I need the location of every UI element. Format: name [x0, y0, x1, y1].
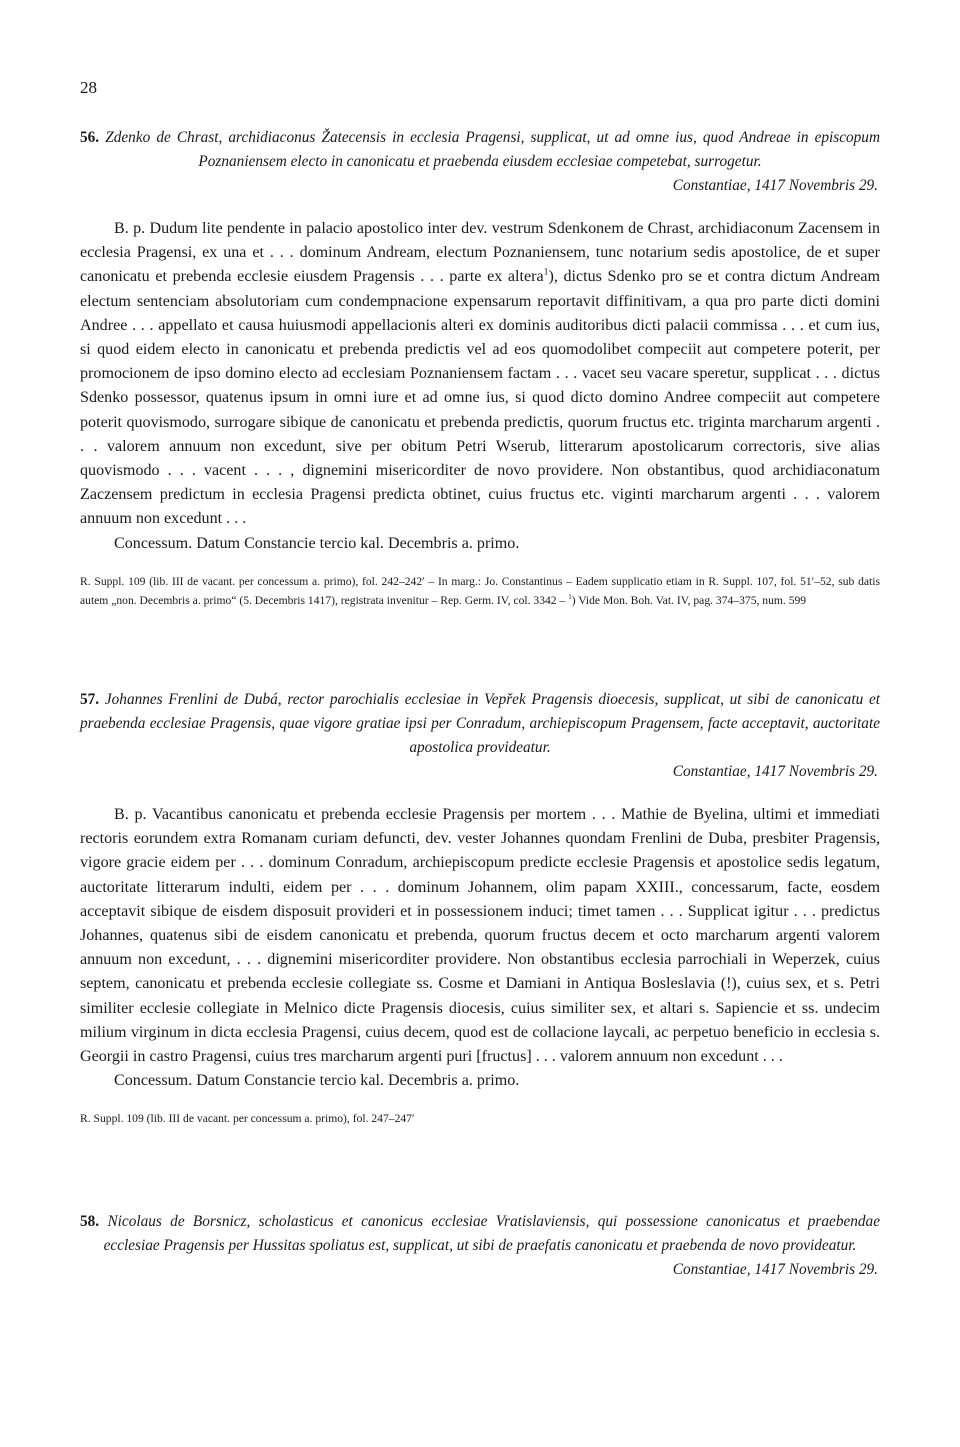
entry-date: Constantiae, 1417 Novembris 29.	[672, 177, 878, 194]
note-part-1: R. Suppl. 109 (lib. III de vacant. per concessum a. primo), fol. 242–242′ – In marg.: Jo. Constantinus – Eadem supplicatio etiam in R. Suppl. 107, fol. 51′–52, sub datis autem „non. Decembris a. primo“ (5. Decembris 1417), registrata invenitur – Rep. Germ. IV, col. 3342 –	[80, 574, 880, 608]
entry-heading-text: Johannes Frenlini de Dubá, rector parochialis ecclesiae in Vepřek Pragensis dioecesis, supplicat, ut sibi de canonicatu et praebenda ecclesiae Pragensis, quae vigore gratiae ipsi per Conradum, archiepiscopum Pragensem, facte acceptavit, auctoritate apostolica provideatur.	[80, 691, 880, 756]
entry-body: B. p. Vacantibus canonicatu et prebenda ecclesie Pragensis per mortem . . . Mathie de Byelina, ultimi et immediati rectoris eorundem extra Romanam curiam defuncti, dev. vester Johannes quondam Frenlini de Duba, presbiter Pragensis, vigore gracie eidem per . . . dominum Conradum, archiepiscopum predicte ecclesie Pragensis et apostolice sedis legatum, auctoritate litterarum indulti, eidem per . . . dominum Johannem, olim papam XXIII., concessarum, facte, eosdem acceptavit sibique de eisdem disposuit provideri et in possessionem induci; timet tamen . . . Supplicat igitur . . . predictus Johannes, quatenus sibi de eisdem canonicatu et prebenda, quorum fructus decem et octo marcharum argenti valorem annuum non excedunt, . . . dignemini misericorditer providere. Non obstantibus ecclesia parrochiali in Weperzek, cuius septem, canonicatu et prebenda ecclesie collegiate ss. Cosme et Damiani in Antiqua Bosleslavia (!), cuius sex, et s. Petri similiter ecclesie collegiate in Melnico dicte Pragensis diocesis, cuius similiter sex, et altari s. Sapiencie et ss. undecim milium virginum in dicta ecclesia Pragensi, cuius decem, quod est de collacione laycali, ac perpetuo beneficio in ecclesia s. Georgii in castro Pragensi, cuius tres marcharum argenti puri [fructus] . . . valorem annuum non excedunt . . .	[80, 806, 880, 1066]
entry-number: 58.	[80, 1213, 100, 1230]
entry-heading	[80, 688, 880, 760]
entry-source-note: R. Suppl. 109 (lib. III de vacant. per concessum a. primo), fol. 247–247′	[80, 1112, 415, 1126]
entry-57	[80, 688, 880, 1129]
entry-source-note	[80, 572, 880, 611]
entry-granted: Concessum. Datum Constancie tercio kal. Decembris a. primo.	[114, 534, 520, 552]
entry-heading	[80, 1210, 880, 1258]
entry-heading	[80, 126, 880, 174]
footnote-marker: 1	[568, 593, 572, 602]
entry-date: Constantiae, 1417 Novembris 29.	[672, 763, 878, 780]
note-part-2: ) Vide Mon. Boh. Vat. IV, pag. 374–375, num. 599	[571, 594, 807, 608]
entry-date: Constantiae, 1417 Novembris 29.	[672, 1261, 878, 1278]
footnote-ref: 1	[543, 267, 549, 279]
entry-heading-text: Nicolaus de Borsnicz, scholasticus et canonicus ecclesiae Vratislaviensis, qui possessione canonicatus et praebendae ecclesiae Pragensis per Hussitas spoliatus est, supplicat, ut sibi de praefatis canonicatu et praebenda de novo provideatur.	[103, 1213, 880, 1254]
entry-body-part-1: B. p. Dudum lite pendente in palacio apostolico inter dev. vestrum Sdenkonem de Chrast, archidiaconum Zacensem in ecclesia Pragensi, ex una et . . . dominum Andream, electum Poznaniensem, tunc notarium sedis apostolice, de et super canonicatu et prebenda ecclesie eiusdem Pragensis . . . parte ex altera	[80, 220, 880, 286]
entry-number: 56.	[80, 129, 100, 146]
entry-granted: Concessum. Datum Constancie tercio kal. Decembris a. primo.	[114, 1072, 520, 1090]
entry-heading-text: Zdenko de Chrast, archidiaconus Žatecensis in ecclesia Pragensi, supplicat, ut ad omne ius, quod Andreae in episcopum Poznaniensem electo in canonicatu et praebenda eiusdem ecclesiae competebat, surrogetur.	[105, 129, 881, 170]
entry-body	[80, 217, 880, 532]
entry-number: 57.	[80, 691, 100, 708]
entry-56	[80, 126, 880, 611]
entry-58	[80, 1210, 880, 1282]
page-number: 28	[80, 78, 97, 97]
entry-body-part-2: ), dictus Sdenko pro se et contra dictum Andream electum sentenciam absolutoriam cum condempnacione expensarum reportavit diffinitivam, a qua pro parte dicti domini Andree . . . appellato et causa huiusmodi appellacionis alteri ex dominis auditoribus dicti palacii commissa . . . et cum ius, si quod eidem electo in canonicatu et prebenda predictis vel ad eos quomodolibet compeciit aut competere poterit, per promocionem de ipso domino electo ad ecclesiam Poznaniensem factam . . . vacet seu vacare speretur, supplicat . . . dictus Sdenko possessor, quatenus ipsum in omni iure et ad omne ius, si quod dicto domino Andree compeciit aut competere poterit quovismodo, surrogare sibique de canonicatu et prebenda predictis, quorum fructus etc. triginta marcharum argenti . . . valorem annuum non excedunt, sive per obitum Petri Wserub, litterarum apostolicarum correctoris, sive alias quovismodo . . . vacent . . . , dignemini misericorditer de novo providere. Non obstantibus, quod archidiaconatum Zaczensem predictum in ecclesia Pragensi predicta obtinet, cuius fructus etc. viginti marcharum argenti . . . valorem annuum non excedunt . . .	[80, 268, 880, 528]
